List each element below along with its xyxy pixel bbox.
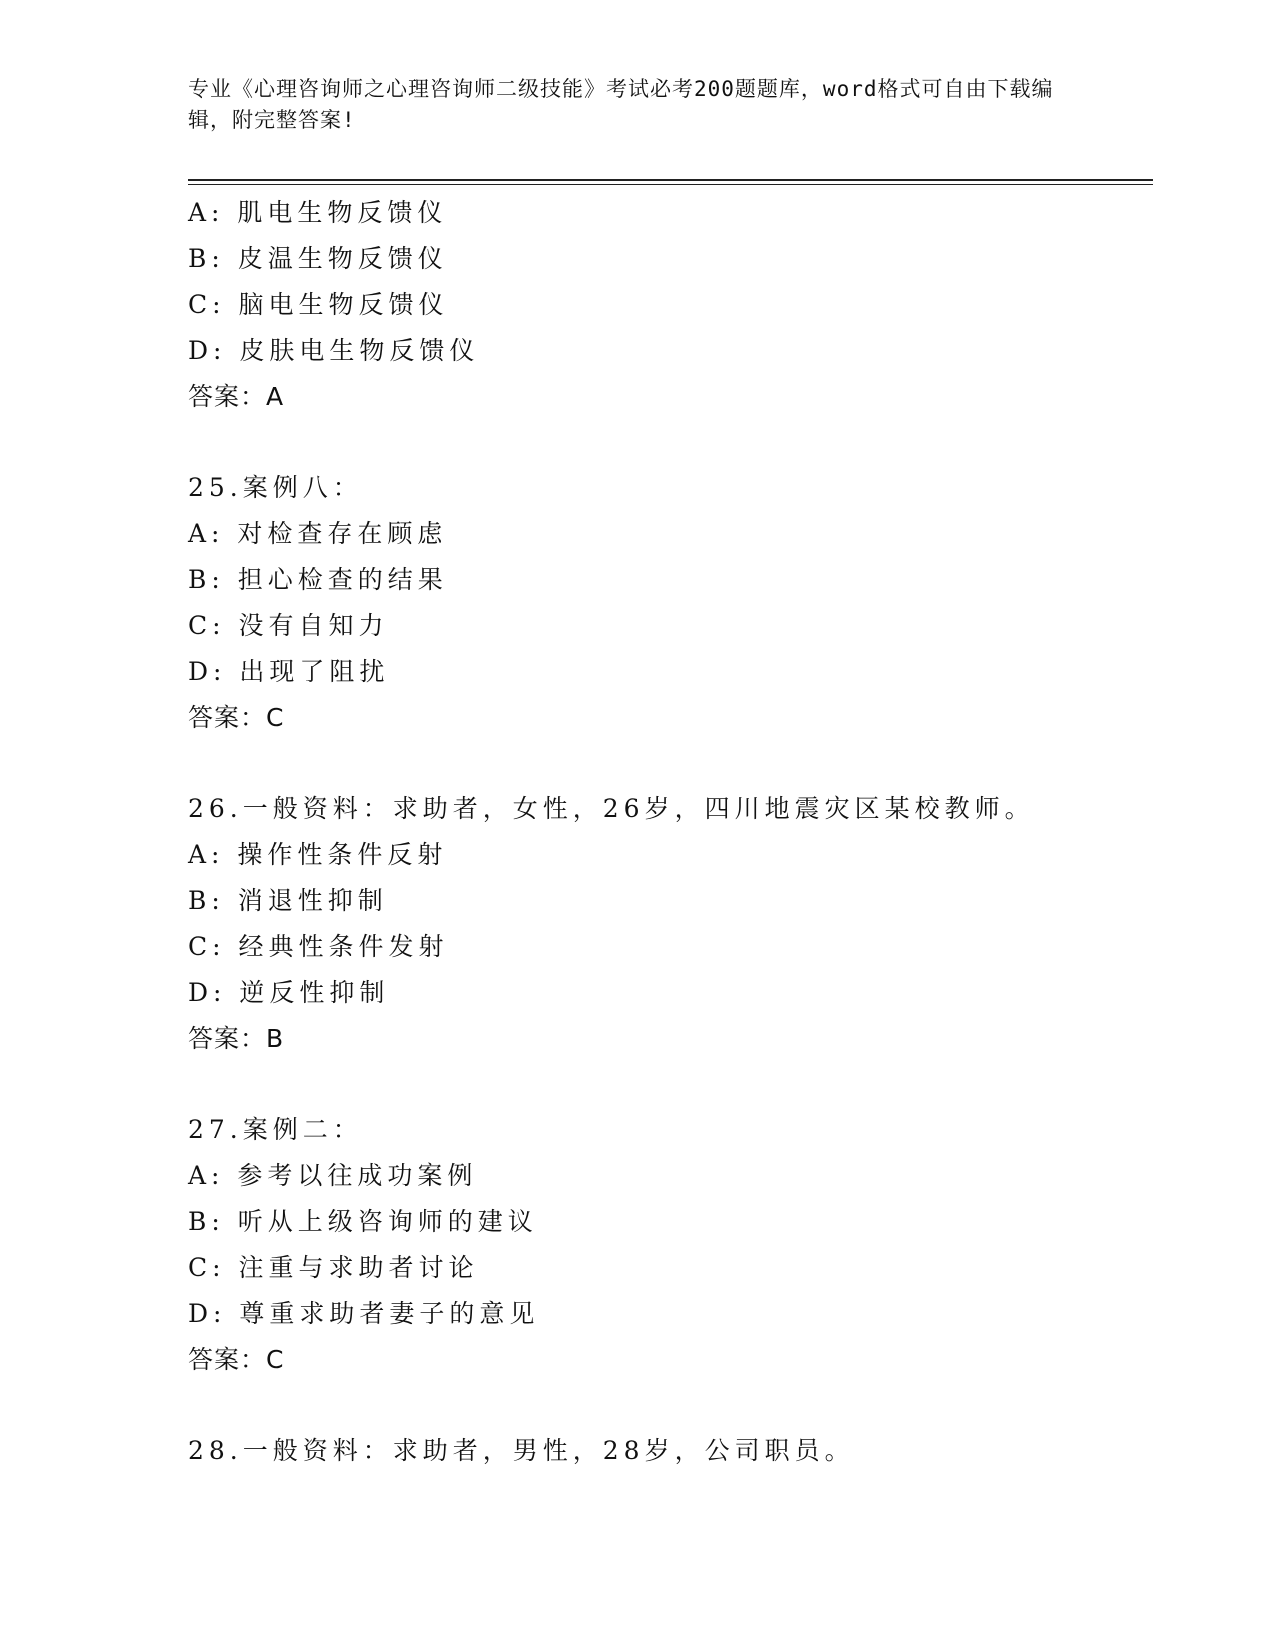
option-a: A: 肌电生物反馈仪 <box>188 198 448 227</box>
question-stem: 28.一般资料：求助者，男性，28岁，公司职员。 <box>188 1436 855 1465</box>
option-c: C: 脑电生物反馈仪 <box>188 290 449 319</box>
answer-line: 答案：B <box>188 1024 285 1053</box>
option-a: A: 参考以往成功案例 <box>188 1161 478 1190</box>
question-25 <box>188 465 1153 741</box>
question-stem: 25.案例八： <box>188 473 363 502</box>
option-d: D: 出现了阻扰 <box>188 657 390 686</box>
question-spacer <box>188 1383 1153 1428</box>
option-c: C: 经典性条件发射 <box>188 932 449 961</box>
option-d: D: 尊重求助者妻子的意见 <box>188 1299 540 1328</box>
header-divider-thick <box>188 179 1153 181</box>
document-header: 专业《心理咨询师之心理咨询师二级技能》考试必考200题题库，word格式可自由下载编辑，附完整答案! <box>188 77 1054 132</box>
question-list <box>188 190 1153 1474</box>
answer-line: 答案：C <box>188 1345 285 1374</box>
option-c: C: 没有自知力 <box>188 611 389 640</box>
option-d: D: 逆反性抑制 <box>188 978 390 1007</box>
question-27 <box>188 1107 1153 1383</box>
question-26 <box>188 786 1153 1062</box>
question-stem: 27.案例二： <box>188 1115 363 1144</box>
question-28 <box>188 1428 1153 1474</box>
header-divider-thin <box>188 184 1153 185</box>
question-24 <box>188 190 1153 420</box>
option-b: B: 担心检查的结果 <box>188 565 448 594</box>
answer-line: 答案：A <box>188 382 285 411</box>
option-b: B: 皮温生物反馈仪 <box>188 244 448 273</box>
question-spacer <box>188 741 1153 786</box>
option-a: A: 操作性条件反射 <box>188 840 448 869</box>
option-d: D: 皮肤电生物反馈仪 <box>188 336 480 365</box>
question-stem: 26.一般资料：求助者，女性，26岁，四川地震灾区某校教师。 <box>188 794 1035 823</box>
question-spacer <box>188 1062 1153 1107</box>
option-b: B: 消退性抑制 <box>188 886 388 915</box>
option-a: A: 对检查存在顾虑 <box>188 519 448 548</box>
option-c: C: 注重与求助者讨论 <box>188 1253 479 1282</box>
answer-line: 答案：C <box>188 703 285 732</box>
question-spacer <box>188 420 1153 465</box>
option-b: B: 听从上级咨询师的建议 <box>188 1207 538 1236</box>
